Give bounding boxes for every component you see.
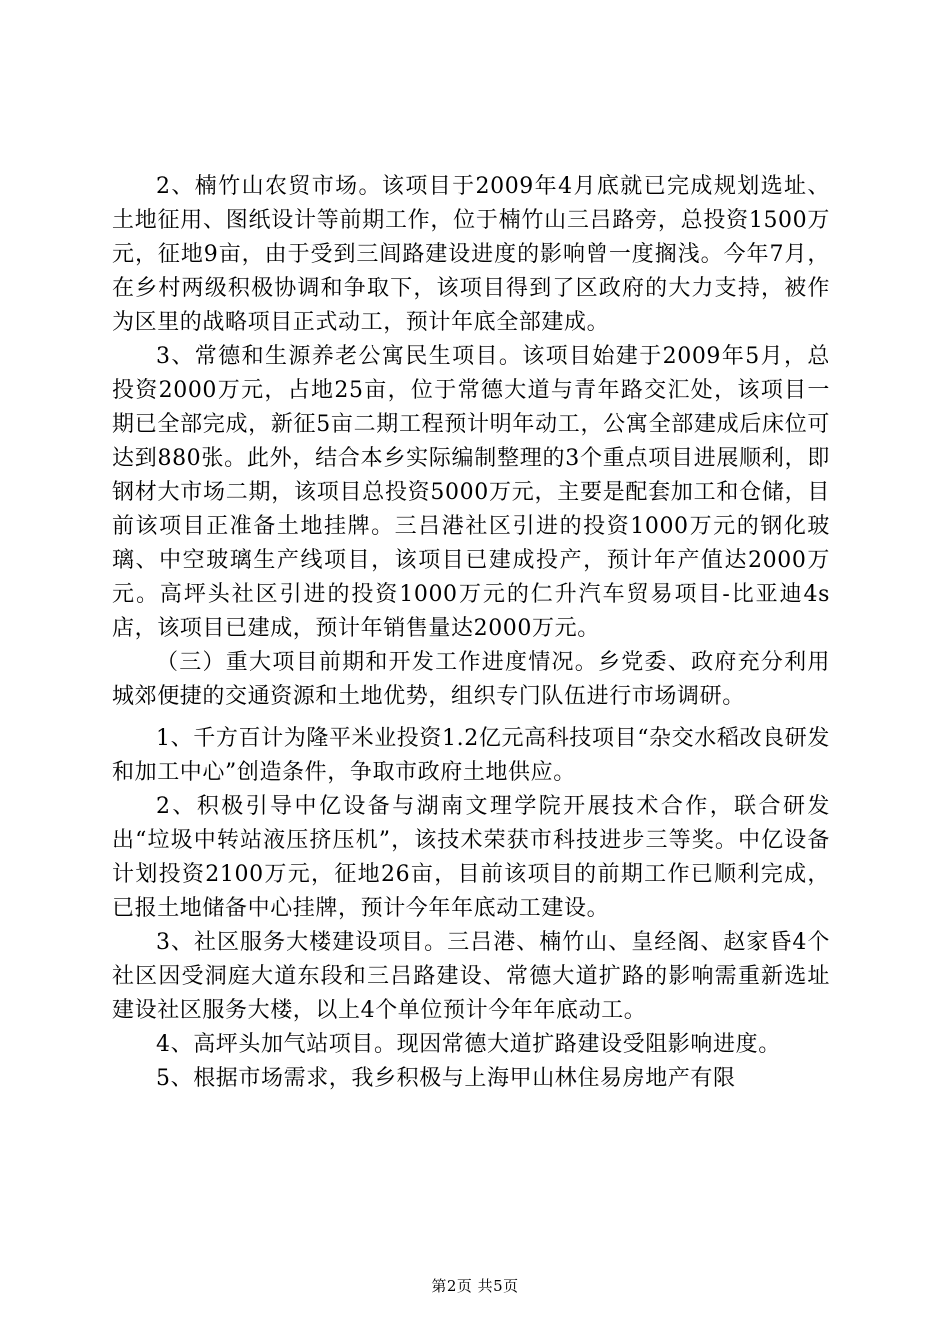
document-body xyxy=(112,170,830,1096)
page-number-footer: 第2页 共5页 xyxy=(431,1277,519,1295)
paragraph-zhongyi-equipment: 2、积极引导中亿设备与湖南文理学院开展技术合作，联合研发出“垃圾中转站液压挤压机”，该技术荣获市科技进步三等奖。中亿设备计划投资2100万元，征地26亩，目前该项目的前期工作已顺利完成，已报土地储备中心挂牌，预计今年年底动工建设。 xyxy=(112,794,830,921)
paragraph-elderly-apartment: 3、常德和生源养老公寓民生项目。该项目始建于2009年5月，总投资2000万元，占地25亩，位于常德大道与青年路交汇处，该项目一期已全部完成，新征5亩二期工程预计明年动工，公寓全部建成后床位可达到880张。此外，结合本乡实际编制整理的3个重点项目进展顺利，即钢材大市场二期，该项目总投资5000万元，主要是配套加工和仓储，目前该项目正准备土地挂牌。三吕港社区引进的投资1000万元的钢化玻璃、中空玻璃生产线项目，该项目已建成投产，预计年产值达2000万元。高坪头社区引进的投资1000万元的仁升汽车贸易项目-比亚迪4s店，该项目已建成，预计年销售量达2000万元。 xyxy=(112,344,830,641)
paragraph-gas-station: 4、高坪头加气站项目。现因常德大道扩路建设受阻影响进度。 xyxy=(156,1032,781,1057)
paragraph-community-building: 3、社区服务大楼建设项目。三吕港、楠竹山、皇经阁、赵家昏4个社区因受洞庭大道东段和三吕路建设、常德大道扩路的影响需重新选址建设社区服务大楼，以上4个单位预计今年年底动工。 xyxy=(112,930,830,1023)
paragraph-real-estate: 5、根据市场需求，我乡积极与上海甲山林住易房地产有限 xyxy=(156,1066,736,1091)
paragraph-nanzhushan-market: 2、楠竹山农贸市场。该项目于2009年4月底就已完成规划选址、土地征用、图纸设计等前期工作，位于楠竹山三吕路旁，总投资1500万元，征地9亩，由于受到三闾路建设进度的影响曾一度搁浅。今年7月，在乡村两级积极协调和争取下，该项目得到了区政府的大力支持，被作为区里的战略项目正式动工，预计年底全部建成。 xyxy=(112,174,830,335)
paragraph-longping-rice: 1、千方百计为隆平米业投资1.2亿元高科技项目“杂交水稻改良研发和加工中心”创造条件，争取市政府土地供应。 xyxy=(112,726,830,785)
paragraph-major-projects-heading: （三）重大项目前期和开发工作进度情况。乡党委、政府充分利用城郊便捷的交通资源和土地优势，组织专门队伍进行市场调研。 xyxy=(112,650,830,709)
